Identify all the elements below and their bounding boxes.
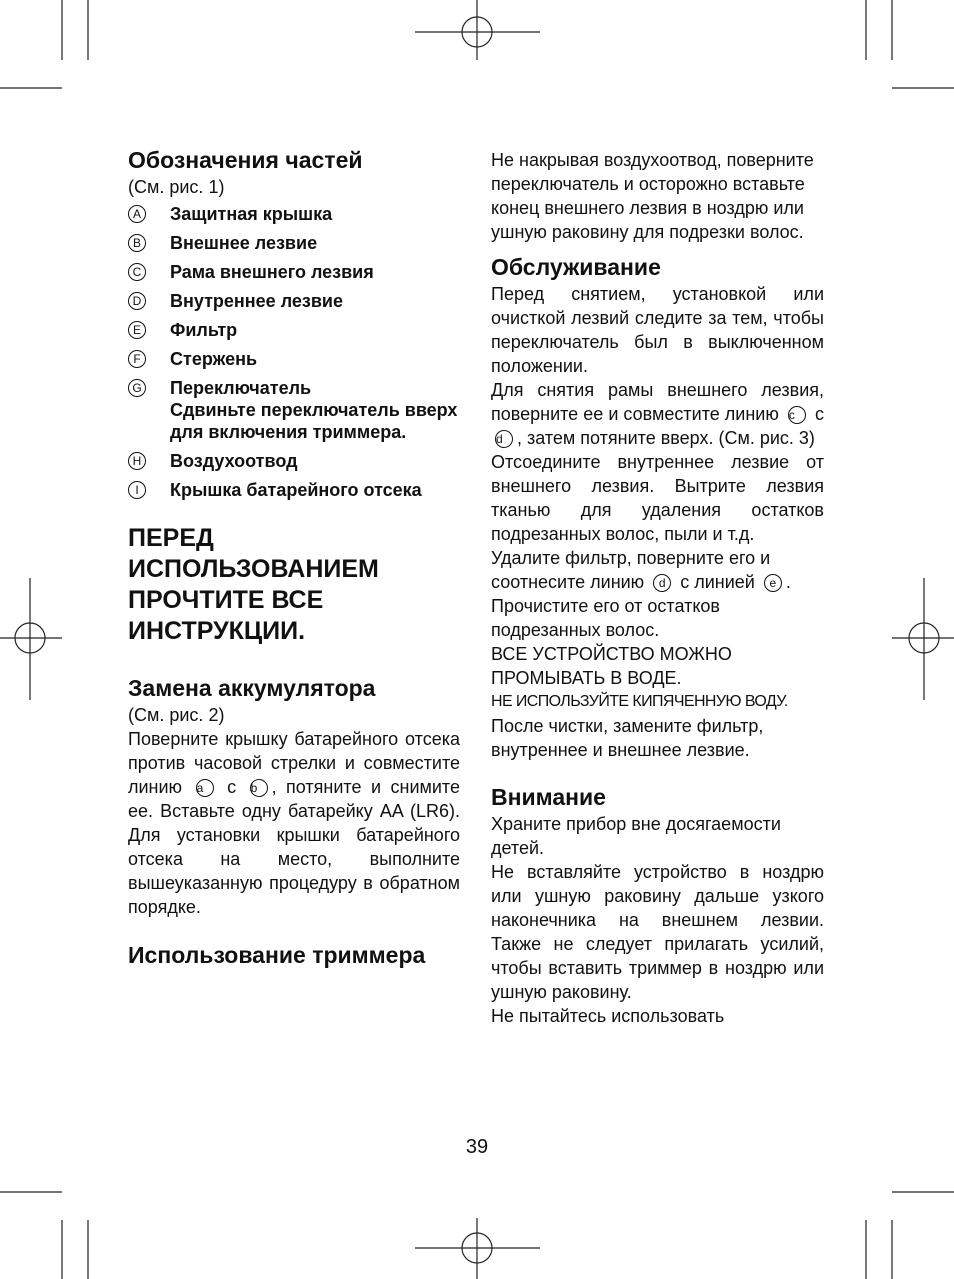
maintenance-paragraph-2 — [491, 378, 824, 450]
part-item — [128, 203, 460, 225]
part-item — [128, 232, 460, 254]
part-name: Воздухоотвод — [170, 451, 298, 471]
maintenance-boiling-water-warning: НЕ ИСПОЛЬЗУЙТЕ КИПЯЧЕННУЮ ВОДУ. — [491, 693, 788, 710]
usage-text: Не накрывая воздухоотвод, поверните переключатель и осторожно вставьте конец внешнего лезвия в ноздрю или ушную раковину для подрезки волос. — [491, 150, 814, 242]
line-mark-a: a — [196, 779, 214, 797]
part-item — [128, 348, 460, 370]
parts-list — [128, 203, 460, 501]
attention-paragraph-2: Не вставляйте устройство в ноздрю или ушную раковину дальше узкого наконечника на внешнем лезвии. Также не следует прилагать усилий, чтобы вставить триммер в ноздрю или ушную раковину. — [491, 862, 824, 1002]
line-mark-d: d — [495, 430, 513, 448]
maint-p4-text-a: Удалите фильтр, поверните его и соотнесите линию — [491, 548, 771, 592]
part-name: Рама внешнего лезвия — [170, 262, 374, 282]
battery-text-2: , потяните и снимите ее. Вставьте одну батарейку AA (LR6). Для установки крышки батарейного отсека на место, выполните вышеуказанную процедуру в обратном порядке. — [128, 777, 460, 917]
maint-p4-with: с линией — [680, 572, 755, 592]
part-description: Сдвиньте переключатель вверх для включения триммера. — [170, 400, 458, 442]
battery-and: с — [227, 777, 237, 797]
maintenance-paragraph-1: Перед снятием, установкой или очисткой лезвий следите за тем, чтобы переключатель был в выключенном положении. — [491, 284, 824, 376]
part-item — [128, 377, 460, 443]
maint-p4-text-b: . Прочистите его от остатков подрезанных волос. — [491, 572, 791, 640]
parts-title: Обозначения частей — [128, 147, 363, 173]
parts-figure-ref: (См. рис. 1) — [128, 177, 225, 197]
battery-figure-ref: (См. рис. 2) — [128, 705, 225, 725]
maintenance-paragraph-5: После чистки, замените фильтр, внутреннее и внешнее лезвие. — [491, 716, 764, 760]
maintenance-title: Обслуживание — [491, 254, 661, 280]
part-letter: F — [128, 350, 146, 368]
part-name: Переключатель — [170, 378, 312, 398]
part-name: Внутреннее лезвие — [170, 291, 343, 311]
line-mark-d2: d — [653, 574, 671, 592]
part-item — [128, 479, 460, 501]
part-name: Защитная крышка — [170, 204, 333, 224]
part-item — [128, 290, 460, 312]
maintenance-paragraph-3: Отсоедините внутреннее лезвие от внешнего лезвия. Вытрите лезвия тканью для удаления остатков подрезанных волос, пыли и т.д. — [491, 452, 824, 544]
part-item — [128, 319, 460, 341]
part-name: Фильтр — [170, 320, 238, 340]
battery-instructions — [128, 727, 460, 919]
usage-title: Использование триммера — [128, 942, 426, 968]
left-column — [128, 145, 460, 971]
line-mark-e: e — [764, 574, 782, 592]
maintenance-paragraph-4 — [491, 546, 824, 642]
part-letter: I — [128, 481, 146, 499]
part-letter: D — [128, 292, 146, 310]
part-letter: B — [128, 234, 146, 252]
line-mark-c: c — [788, 406, 806, 424]
maintenance-washable-note: ВСЕ УСТРОЙСТВО МОЖНО ПРОМЫВАТЬ В ВОДЕ. — [491, 644, 732, 688]
line-mark-b: b — [250, 779, 268, 797]
part-name: Крышка батарейного отсека — [170, 480, 422, 500]
part-letter: H — [128, 452, 146, 470]
maint-p2-text-a: Для снятия рамы внешнего лезвия, поверните ее и совместите линию — [491, 380, 824, 424]
part-letter: C — [128, 263, 146, 281]
part-letter: A — [128, 205, 146, 223]
warning-heading: ПЕРЕД ИСПОЛЬЗОВАНИЕМ ПРОЧТИТЕ ВСЕ ИНСТРУКЦИИ. — [128, 524, 379, 645]
part-name: Внешнее лезвие — [170, 233, 318, 253]
part-name: Стержень — [170, 349, 258, 369]
battery-title: Замена аккумулятора — [128, 675, 376, 701]
maint-p2-text-b: , затем потяните вверх. (См. рис. 3) — [517, 428, 815, 448]
part-letter: E — [128, 321, 146, 339]
part-item — [128, 450, 460, 472]
part-item — [128, 261, 460, 283]
part-text — [170, 377, 460, 443]
attention-title: Внимание — [491, 784, 606, 810]
attention-paragraph-1: Храните прибор вне досягаемости детей. — [491, 814, 781, 858]
attention-paragraph-3: Не пытайтесь использовать — [491, 1006, 725, 1026]
right-column — [491, 148, 824, 1028]
maint-p2-with: с — [814, 404, 824, 424]
page-number: 39 — [465, 1136, 489, 1158]
battery-text-1: Поверните крышку батарейного отсека против часовой стрелки и совместите линию — [128, 729, 460, 797]
part-letter: G — [128, 379, 146, 397]
